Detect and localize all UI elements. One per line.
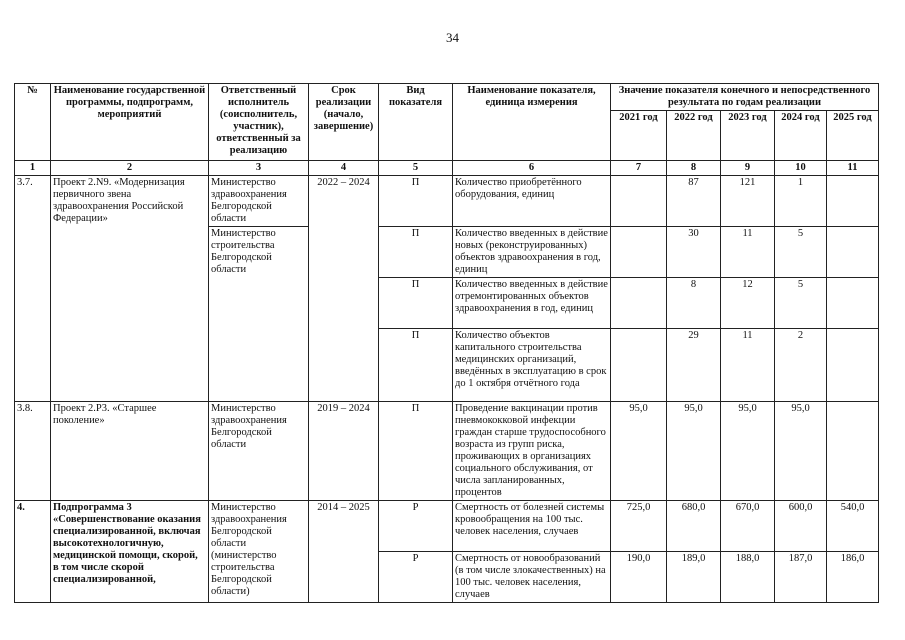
indicator-cell: Смертность от болезней системы кровообращения на 100 тыс. человек населения, случаев <box>453 501 611 552</box>
value-cell <box>827 278 879 329</box>
header-type: Вид показателя <box>379 84 453 161</box>
term-cell: 2014 – 2025 <box>309 501 379 603</box>
value-cell: 187,0 <box>775 552 827 603</box>
value-cell: 87 <box>667 176 721 227</box>
value-cell <box>827 176 879 227</box>
header-year: 2021 год <box>611 111 667 161</box>
section-number: 4. <box>15 501 51 603</box>
value-cell: 11 <box>721 329 775 402</box>
value-cell <box>827 402 879 501</box>
indicator-cell: Смертность от новообразований (в том числе злокачественных) на 100 тыс. человек населения, случаев <box>453 552 611 603</box>
value-cell <box>611 176 667 227</box>
type-cell: П <box>379 278 453 329</box>
value-cell: 30 <box>667 227 721 278</box>
value-cell: 188,0 <box>721 552 775 603</box>
header-year: 2022 год <box>667 111 721 161</box>
value-cell: 186,0 <box>827 552 879 603</box>
value-cell <box>611 227 667 278</box>
value-cell: 5 <box>775 278 827 329</box>
value-cell <box>827 329 879 402</box>
value-cell: 5 <box>775 227 827 278</box>
indicators-table <box>14 83 879 603</box>
value-cell: 95,0 <box>667 402 721 501</box>
term-cell: 2022 – 2024 <box>309 176 379 402</box>
type-cell: Р <box>379 501 453 552</box>
value-cell <box>611 329 667 402</box>
section-name: Проект 2.Р3. «Старшее поколение» <box>51 402 209 501</box>
type-cell: Р <box>379 552 453 603</box>
column-number-row <box>15 161 879 176</box>
page-number: 34 <box>446 30 459 45</box>
header-name: Наименование государственной программы, подпрограмм, мероприятий <box>51 84 209 161</box>
value-cell: 11 <box>721 227 775 278</box>
value-cell: 95,0 <box>721 402 775 501</box>
header-no: № <box>15 84 51 161</box>
executor-cell: Министерство здравоохранения Белгородской области (министерство строительства Белгородской области) <box>209 501 309 603</box>
value-cell: 540,0 <box>827 501 879 552</box>
indicator-cell: Количество объектов капитального строительства медицинских организаций, введённых в эксплуатацию в срок до 1 октября отчётного года <box>453 329 611 402</box>
section-number: 3.7. <box>15 176 51 402</box>
value-cell: 2 <box>775 329 827 402</box>
value-cell: 1 <box>775 176 827 227</box>
column-number: 3 <box>209 161 309 176</box>
type-cell: П <box>379 402 453 501</box>
column-number: 5 <box>379 161 453 176</box>
header-executor: Ответственный исполнитель (соисполнитель, участник), ответственный за реализацию <box>209 84 309 161</box>
section-name: Подпрограмма 3 «Совершенствование оказания специализированной, включая высокотехнологичную, медицинской помощи, скорой, в том числе скорой специализированной, <box>51 501 209 603</box>
section-number: 3.8. <box>15 402 51 501</box>
column-number: 8 <box>667 161 721 176</box>
value-cell: 189,0 <box>667 552 721 603</box>
column-number: 6 <box>453 161 611 176</box>
header-year: 2024 год <box>775 111 827 161</box>
value-cell: 121 <box>721 176 775 227</box>
indicator-cell: Количество приобретённого оборудования, единиц <box>453 176 611 227</box>
value-cell: 12 <box>721 278 775 329</box>
column-number: 2 <box>51 161 209 176</box>
value-cell: 95,0 <box>775 402 827 501</box>
header-indicator: Наименование показателя, единица измерения <box>453 84 611 161</box>
column-number: 9 <box>721 161 775 176</box>
header-term: Срок реализации (начало, завершение) <box>309 84 379 161</box>
value-cell: 725,0 <box>611 501 667 552</box>
section-name: Проект 2.N9. «Модернизация первичного звена здравоохранения Российской Федерации» <box>51 176 209 402</box>
header-year: 2023 год <box>721 111 775 161</box>
table-row <box>15 402 879 501</box>
executor-cell: Министерство здравоохранения Белгородской области <box>209 402 309 501</box>
value-cell: 670,0 <box>721 501 775 552</box>
value-cell: 600,0 <box>775 501 827 552</box>
term-cell: 2019 – 2024 <box>309 402 379 501</box>
indicator-cell: Количество введенных в действие отремонтированных объектов здравоохранения в год, единиц <box>453 278 611 329</box>
column-number: 11 <box>827 161 879 176</box>
type-cell: П <box>379 227 453 278</box>
value-cell: 680,0 <box>667 501 721 552</box>
header-year: 2025 год <box>827 111 879 161</box>
type-cell: П <box>379 176 453 227</box>
table-row <box>15 501 879 552</box>
value-cell: 8 <box>667 278 721 329</box>
value-cell <box>611 278 667 329</box>
column-number: 4 <box>309 161 379 176</box>
column-number: 10 <box>775 161 827 176</box>
table-row <box>15 176 879 227</box>
value-cell <box>827 227 879 278</box>
executor-cell: Министерство здравоохранения Белгородской области <box>209 176 309 227</box>
column-number: 1 <box>15 161 51 176</box>
value-cell: 29 <box>667 329 721 402</box>
header-values-group: Значение показателя конечного и непосредственного результата по годам реализации <box>611 84 879 111</box>
indicator-cell: Проведение вакцинации против пневмококковой инфекции граждан старше трудоспособного возраста из групп риска, проживающих в организациях социального обслуживания, от числа запланированных, процентов <box>453 402 611 501</box>
indicator-cell: Количество введенных в действие новых (реконструированных) объектов здравоохранения в год, единиц <box>453 227 611 278</box>
table-header-row <box>15 84 879 111</box>
column-number: 7 <box>611 161 667 176</box>
type-cell: П <box>379 329 453 402</box>
executor-cell: Министерство строительства Белгородской области <box>209 227 309 402</box>
value-cell: 190,0 <box>611 552 667 603</box>
value-cell: 95,0 <box>611 402 667 501</box>
